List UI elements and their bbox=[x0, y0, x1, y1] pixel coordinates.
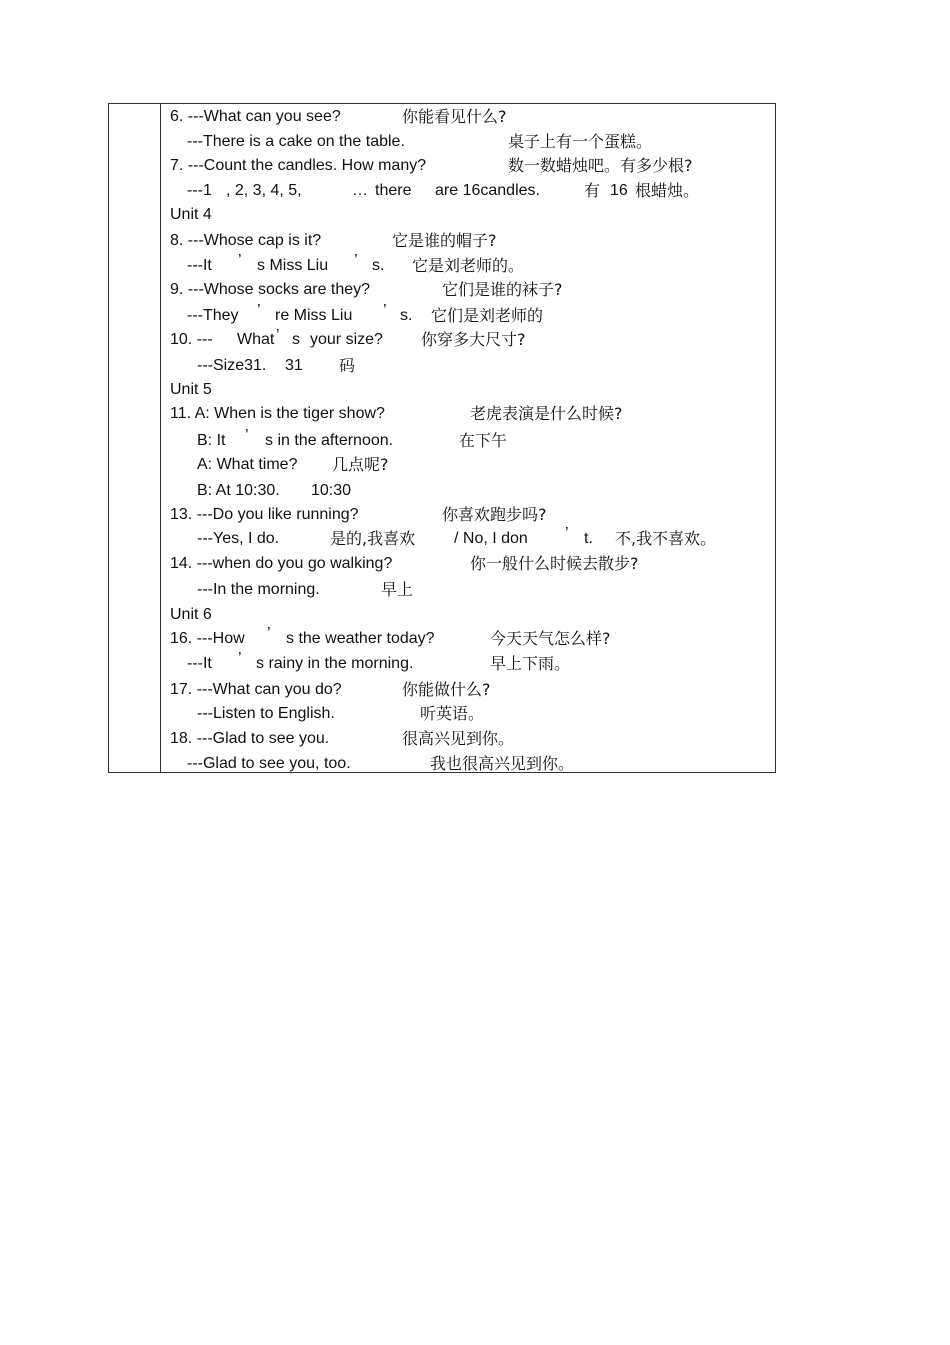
english-text: your size? bbox=[310, 331, 383, 348]
chinese-text: 你一般什么时候去散步? bbox=[470, 554, 639, 573]
chinese-text: 是的,我喜欢 bbox=[330, 529, 416, 548]
apostrophe: ’ bbox=[354, 252, 358, 269]
english-text: What bbox=[237, 331, 275, 348]
english-text: s rainy in the morning. bbox=[256, 655, 414, 672]
chinese-text: 有 bbox=[584, 181, 601, 200]
english-text: 9. ---Whose socks are they? bbox=[170, 281, 371, 298]
english-text: B: At 10:30. bbox=[197, 482, 280, 499]
english-text: , 2, 3, 4, 5, bbox=[226, 182, 302, 199]
chinese-text: 桌子上有一个蛋糕。 bbox=[508, 132, 653, 151]
chinese-text: 很高兴见到你。 bbox=[402, 729, 515, 748]
chinese-text: 今天天气怎么样? bbox=[490, 629, 611, 648]
apostrophe: ’ bbox=[238, 650, 242, 667]
english-text: ---It bbox=[187, 257, 212, 274]
english-text: there bbox=[375, 182, 412, 199]
chinese-text: 听英语。 bbox=[420, 704, 485, 723]
chinese-text: 数一数蜡烛吧。有多少根? bbox=[508, 156, 693, 175]
english-text: 8. ---Whose cap is it? bbox=[170, 232, 322, 249]
chinese-text: 不,我不喜欢。 bbox=[615, 529, 717, 548]
chinese-text: 早上 bbox=[381, 580, 414, 599]
english-text: t. bbox=[584, 530, 593, 547]
english-text: ---Glad to see you, too. bbox=[187, 755, 351, 772]
english-text: ---Size31. bbox=[197, 357, 267, 374]
english-text: re Miss Liu bbox=[275, 307, 353, 324]
english-text: are 16candles. bbox=[435, 182, 540, 199]
english-text: ---In the morning. bbox=[197, 581, 320, 598]
chinese-text: 早上下雨。 bbox=[490, 654, 571, 673]
unit-label: Unit 4 bbox=[170, 206, 212, 223]
english-text: 10. --- bbox=[170, 331, 213, 348]
apostrophe: ’ bbox=[245, 427, 249, 444]
english-text: s in the afternoon. bbox=[265, 432, 394, 449]
english-text: ---There is a cake on the table. bbox=[187, 133, 405, 150]
apostrophe: ’ bbox=[276, 327, 280, 344]
lesson-table bbox=[108, 103, 776, 773]
english-text: 11. A: When is the tiger show? bbox=[170, 405, 385, 422]
apostrophe: ’ bbox=[565, 525, 569, 542]
chinese-text: 几点呢? bbox=[332, 455, 389, 474]
chinese-text: 你喜欢跑步吗? bbox=[442, 505, 547, 524]
english-text: ---Listen to English. bbox=[197, 705, 335, 722]
ellipsis-text: … bbox=[352, 182, 368, 199]
english-text: s the weather today? bbox=[286, 630, 435, 647]
english-text: 14. ---when do you go walking? bbox=[170, 555, 393, 572]
apostrophe: ’ bbox=[267, 625, 271, 642]
chinese-text: 你穿多大尺寸? bbox=[421, 330, 526, 349]
unit-label: Unit 6 bbox=[170, 606, 212, 623]
chinese-text: 老虎表演是什么时候? bbox=[470, 404, 623, 423]
table-left-column bbox=[109, 104, 161, 772]
chinese-text: 码 bbox=[339, 356, 356, 375]
english-text: ---They bbox=[187, 307, 239, 324]
english-text: 18. ---Glad to see you. bbox=[170, 730, 330, 747]
english-text: 17. ---What can you do? bbox=[170, 681, 342, 698]
chinese-text: 它是谁的帽子? bbox=[392, 231, 497, 250]
chinese-text: 它们是刘老师的 bbox=[431, 306, 544, 325]
english-text: 6. ---What can you see? bbox=[170, 108, 341, 125]
english-text: 10:30 bbox=[311, 482, 352, 499]
english-text: 13. ---Do you like running? bbox=[170, 506, 359, 523]
english-text: s. bbox=[372, 257, 385, 274]
apostrophe: ’ bbox=[238, 252, 242, 269]
english-text: 31 bbox=[285, 357, 303, 374]
english-text: 7. ---Count the candles. How many? bbox=[170, 157, 427, 174]
apostrophe: ’ bbox=[383, 302, 387, 319]
english-text: s Miss Liu bbox=[257, 257, 329, 274]
english-text: B: It bbox=[197, 432, 226, 449]
chinese-text: 在下午 bbox=[459, 431, 508, 450]
chinese-text: 它们是谁的袜子? bbox=[442, 280, 563, 299]
chinese-text: 我也很高兴见到你。 bbox=[430, 754, 575, 773]
english-text: / No, I don bbox=[454, 530, 528, 547]
english-text: 16. ---How bbox=[170, 630, 245, 647]
english-text: s. bbox=[400, 307, 413, 324]
english-text: ---It bbox=[187, 655, 212, 672]
english-text: 16 bbox=[610, 182, 628, 199]
english-text: ---Yes, I do. bbox=[197, 530, 280, 547]
unit-label: Unit 5 bbox=[170, 381, 212, 398]
english-text: A: What time? bbox=[197, 456, 298, 473]
chinese-text: 你能看见什么? bbox=[402, 107, 507, 126]
english-text: ---1 bbox=[187, 182, 212, 199]
chinese-text: 它是刘老师的。 bbox=[412, 256, 525, 275]
apostrophe: ’ bbox=[257, 302, 261, 319]
chinese-text: 根蜡烛。 bbox=[635, 181, 700, 200]
english-text: s bbox=[292, 331, 300, 348]
chinese-text: 你能做什么? bbox=[402, 680, 491, 699]
